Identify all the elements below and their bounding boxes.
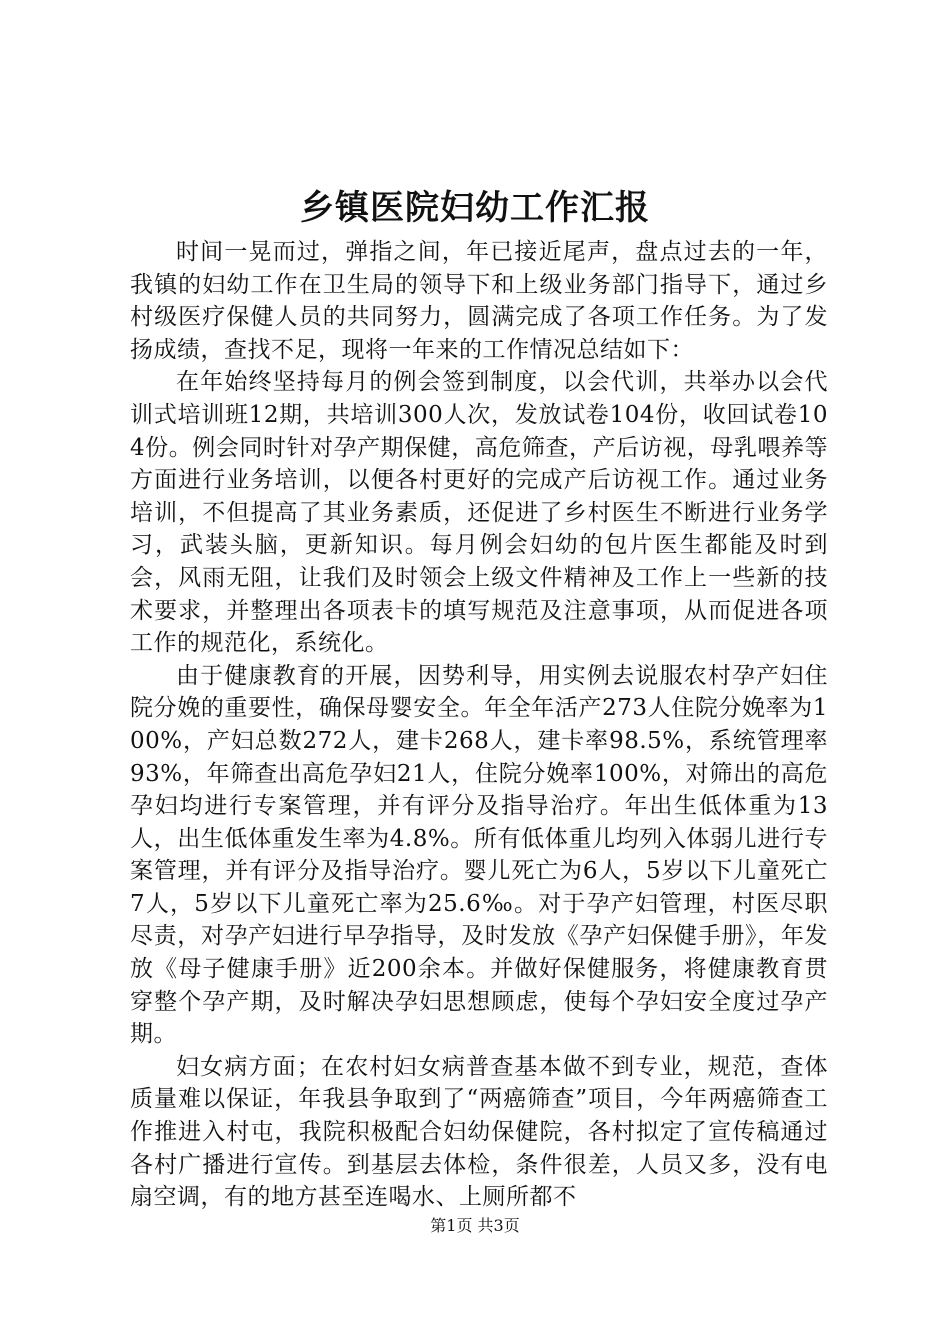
page-number-footer: 第1页 共3页 xyxy=(430,1216,520,1235)
paragraph-womens-disease: 妇女病方面；在农村妇女病普查基本做不到专业，规范，查体质量难以保证，年我县争取到了“两癌筛查”项目，今年两癌筛查工作推进入村屯，我院积极配合妇幼保健院，各村拟定了宣传稿通过各村广播进行宣传。到基层去体检，条件很差，人员又多，没有电扇空调，有的地方甚至连喝水、上厕所都不 xyxy=(130,1053,828,1211)
document-body xyxy=(130,236,828,1214)
document-title: 乡镇医院妇幼工作汇报 xyxy=(300,188,650,228)
paragraph-maternal-health: 由于健康教育的开展，因势利导，用实例去说服农村孕产妇住院分娩的重要性，确保母婴安全。年全年活产273人住院分娩率为100%，产妇总数272人，建卡268人，建卡率98.5%，系统管理率93%，年筛查出高危孕妇21人，住院分娩率100%，对筛出的高危孕妇均进行专案管理，并有评分及指导治疗。年出生低体重为13人，出生低体重发生率为4.8%。所有低体重儿均列入体弱儿进行专案管理，并有评分及指导治疗。婴儿死亡为6人，5岁以下儿童死亡7人，5岁以下儿童死亡率为25.6‰。对于孕产妇管理，村医尽职尽责，对孕产妇进行早孕指导，及时发放《孕产妇保健手册》，年发放《母子健康手册》近200余本。并做好保健服务，将健康教育贯穿整个孕产期，及时解决孕妇思想顾虑，使每个孕妇安全度过孕产期。 xyxy=(130,662,828,1048)
paragraph-training: 在年始终坚持每月的例会签到制度，以会代训，共举办以会代训式培训班12期，共培训300人次，发放试卷104份，收回试卷104份。例会同时针对孕产期保健，高危筛查，产后访视，母乳喂养等方面进行业务培训，以便各村更好的完成产后访视工作。通过业务培训，不但提高了其业务素质，还促进了乡村医生不断进行业务学习，武装头脑，更新知识。每月例会妇幼的包片医生都能及时到会，风雨无阻，让我们及时领会上级文件精神及工作上一些新的技术要求，并整理出各项表卡的填写规范及注意事项，从而促进各项工作的规范化，系统化。 xyxy=(130,369,828,657)
paragraph-intro: 时间一晃而过，弹指之间，年已接近尾声，盘点过去的一年，我镇的妇幼工作在卫生局的领导下和上级业务部门指导下，通过乡村级医疗保健人员的共同努力，圆满完成了各项工作任务。为了发扬成绩，查找不足，现将一年来的工作情况总结如下： xyxy=(130,239,828,363)
